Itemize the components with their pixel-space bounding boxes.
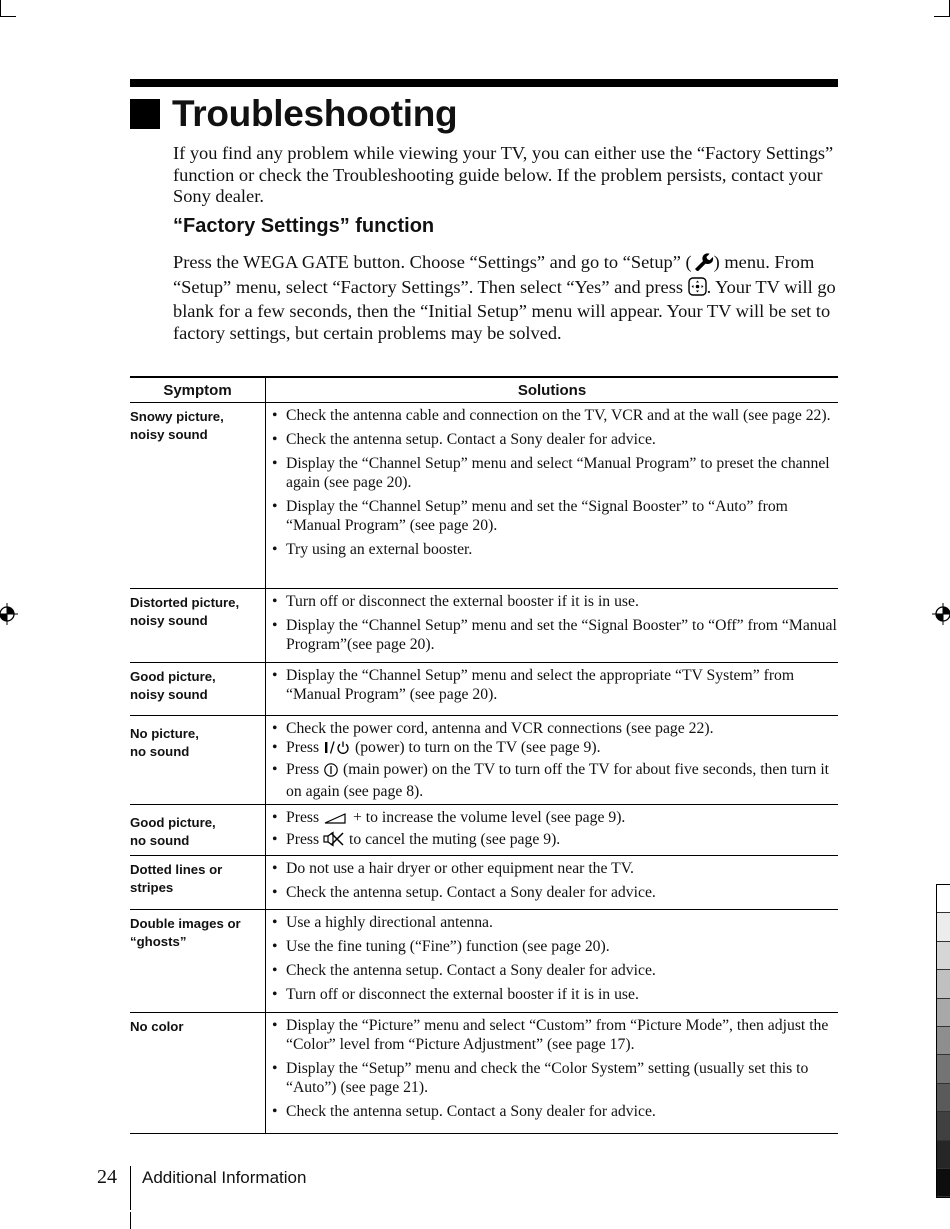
page-title (130, 92, 457, 136)
solution-item: • Check the antenna setup. Contact a Sony dealer for advice. (272, 1102, 838, 1121)
solution-item: • Try using an external booster. (272, 540, 838, 559)
solution-item: • Do not use a hair dryer or other equipment near the TV. (272, 859, 838, 878)
solution-text: (power) to turn on the TV (see page 9). (351, 739, 601, 756)
factory-settings-heading: “Factory Settings” function (173, 215, 435, 237)
factory-text-part: . Your TV will go blank for a few seconds, then the “Initial Setup” menu will appear. Your TV will be set to factory settings, but certain problems may be solved. (173, 276, 836, 343)
solution-text: Press (286, 739, 324, 756)
table-row (130, 589, 838, 663)
factory-text-part: Press the WEGA GATE button. Choose “Settings” and go to “Setup” ( (173, 252, 692, 272)
troubleshooting-table (130, 376, 838, 1134)
symptom-cell: No picture, no sound (130, 716, 266, 804)
square-bullet-icon (130, 99, 160, 129)
symptom-cell: Snowy picture, noisy sound (130, 403, 266, 588)
solutions-cell (266, 910, 838, 1012)
solutions-cell (266, 1013, 838, 1133)
table-row (130, 856, 838, 910)
table-header (130, 376, 838, 403)
wrench-icon (692, 251, 714, 277)
joystick-button-icon (688, 277, 707, 302)
solution-item: • Display the “Channel Setup” menu and set the “Signal Booster” to “Auto” from “Manual Program” (see page 20). (272, 497, 838, 535)
solution-item: • Display the “Channel Setup” menu and set the “Signal Booster” to “Off” from “Manual Program”(see page 20). (272, 616, 838, 654)
solution-text: + to increase the volume level (see page 9). (349, 809, 626, 826)
solution-item (272, 760, 838, 801)
solutions-cell (266, 856, 838, 909)
solution-item (272, 808, 838, 830)
solution-item: • Check the antenna setup. Contact a Sony dealer for advice. (272, 883, 838, 902)
registration-mark-icon (932, 603, 950, 625)
symptom-cell: Good picture, noisy sound (130, 663, 266, 715)
solutions-cell (266, 403, 838, 588)
symptom-cell: Dotted lines or stripes (130, 856, 266, 909)
table-row (130, 403, 838, 589)
solution-item: • Check the power cord, antenna and VCR connections (see page 22). (272, 719, 838, 738)
solution-item: • Display the “Channel Setup” menu and select “Manual Program” to preset the channel again (see page 20). (272, 454, 838, 492)
solutions-cell (266, 663, 838, 715)
section-rule (130, 79, 838, 87)
solution-item: • Display the “Picture” menu and select “Custom” from “Picture Mode”, then adjust the “Color” level from “Picture Adjustment” (see page 17). (272, 1016, 838, 1054)
solution-item: • Check the antenna setup. Contact a Sony dealer for advice. (272, 961, 838, 980)
solution-text: to cancel the muting (see page 9). (345, 831, 561, 848)
footer-divider (130, 1166, 131, 1210)
solution-item: • Turn off or disconnect the external booster if it is in use. (272, 592, 838, 611)
solution-item: • Display the “Setup” menu and check the “Color System” setting (usually set this to “Auto”) (see page 21). (272, 1059, 838, 1097)
crop-mark (130, 1212, 131, 1229)
solution-item: • Display the “Channel Setup” menu and select the appropriate “TV System” from “Manual Program” (see page 20). (272, 666, 838, 704)
symptom-cell: Double images or “ghosts” (130, 910, 266, 1012)
factory-settings-paragraph (173, 251, 838, 344)
table-row (130, 716, 838, 805)
solution-text: Press (286, 761, 324, 778)
main-power-icon (323, 762, 339, 782)
solution-item: • Turn off or disconnect the external booster if it is in use. (272, 985, 838, 1004)
factory-text-part: ) menu. From “Setup” menu, select “Factory Settings”. Then select “Yes” and press (173, 252, 815, 297)
volume-up-icon (323, 811, 349, 830)
solution-item: • Check the antenna setup. Contact a Sony dealer for advice. (272, 430, 838, 449)
table-row (130, 1013, 838, 1134)
solutions-cell (266, 589, 838, 662)
solution-text: Press (286, 831, 324, 848)
symptom-header: Symptom (130, 378, 266, 402)
page-title-text: Troubleshooting (172, 93, 458, 134)
table-row (130, 663, 838, 716)
crop-mark (0, 0, 1, 16)
symptom-cell: Good picture, no sound (130, 805, 266, 855)
solution-item: • Use the fine tuning (“Fine”) function (see page 20). (272, 937, 838, 956)
mute-icon (323, 831, 345, 852)
crop-mark (934, 16, 950, 17)
gray-scale-strip (936, 884, 950, 1198)
solution-text: Press (286, 809, 324, 826)
symptom-cell: No color (130, 1013, 266, 1133)
section-label: Additional Information (142, 1168, 307, 1187)
solution-item (272, 830, 838, 852)
solution-item: • Check the antenna cable and connection on the TV, VCR and at the wall (see page 22). (272, 406, 838, 425)
standby-power-icon (323, 740, 351, 760)
symptom-cell: Distorted picture, noisy sound (130, 589, 266, 662)
solutions-cell (266, 716, 838, 804)
solutions-header: Solutions (517, 381, 587, 399)
solution-text: (main power) on the TV to turn off the TV for about five seconds, then turn it on again (see page 8). (286, 761, 830, 800)
solutions-cell (266, 805, 838, 855)
solution-item (272, 738, 838, 760)
intro-paragraph: If you find any problem while viewing your TV, you can either use the “Factory Settings” function or check the Troubleshooting guide below. If the problem persists, contact your Sony dealer. (173, 143, 834, 206)
registration-mark-icon (0, 603, 18, 625)
solution-item: • Use a highly directional antenna. (272, 913, 838, 932)
table-row (130, 910, 838, 1013)
crop-mark (0, 16, 16, 17)
page-number: 24 (97, 1166, 117, 1188)
table-row (130, 805, 838, 856)
